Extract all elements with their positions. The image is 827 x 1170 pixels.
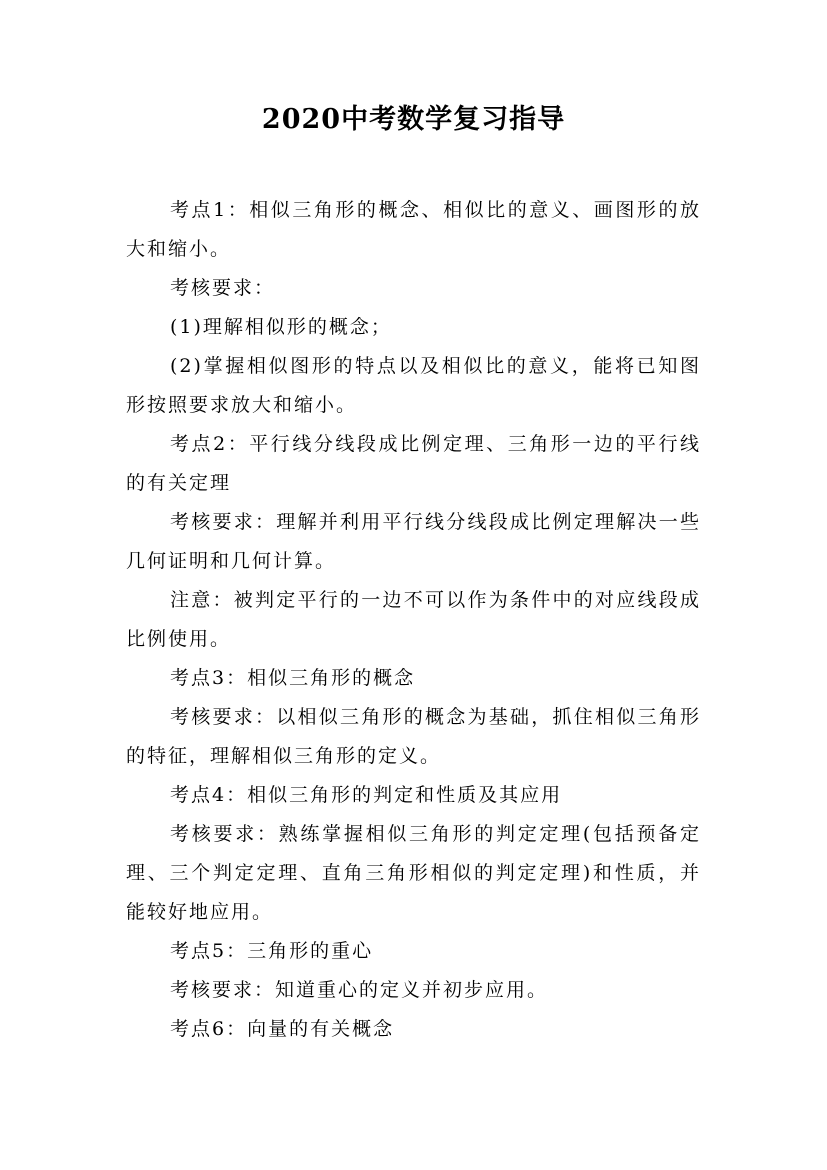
document-body (126, 191, 701, 1049)
paragraph-requirement-heading: 考核要求： (170, 277, 276, 299)
paragraph-kaodian-1: 考点1：相似三角形的概念、相似比的意义、画图形的放大和缩小。 (126, 199, 701, 260)
paragraph-requirement-1: (1)理解相似形的概念； (170, 316, 392, 338)
paragraph-kaodian-4-requirement: 考核要求：熟练掌握相似三角形的判定定理(包括预备定理、三个判定定理、直角三角形相似的判定定理)和性质，并能较好地应用。 (126, 823, 701, 923)
paragraph-note: 注意：被判定平行的一边不可以作为条件中的对应线段成比例使用。 (126, 589, 701, 650)
paragraph-kaodian-2: 考点2：平行线分线段成比例定理、三角形一边的平行线的有关定理 (126, 433, 701, 494)
paragraph-kaodian-3: 考点3：相似三角形的概念 (170, 667, 416, 689)
paragraph-kaodian-3-requirement: 考核要求：以相似三角形的概念为基础，抓住相似三角形的特征，理解相似三角形的定义。 (126, 706, 701, 767)
paragraph-kaodian-6: 考点6：向量的有关概念 (170, 1018, 395, 1040)
paragraph-kaodian-2-requirement: 考核要求：理解并利用平行线分线段成比例定理解决一些几何证明和几何计算。 (126, 511, 701, 572)
paragraph-kaodian-4: 考点4：相似三角形的判定和性质及其应用 (170, 784, 563, 806)
paragraph-kaodian-5-requirement: 考核要求：知道重心的定义并初步应用。 (170, 979, 549, 1001)
document-title: 2020中考数学复习指导 (261, 104, 566, 135)
paragraph-kaodian-5: 考点5：三角形的重心 (170, 940, 374, 962)
paragraph-requirement-2: (2)掌握相似图形的特点以及相似比的意义，能将已知图形按照要求放大和缩小。 (126, 355, 701, 416)
